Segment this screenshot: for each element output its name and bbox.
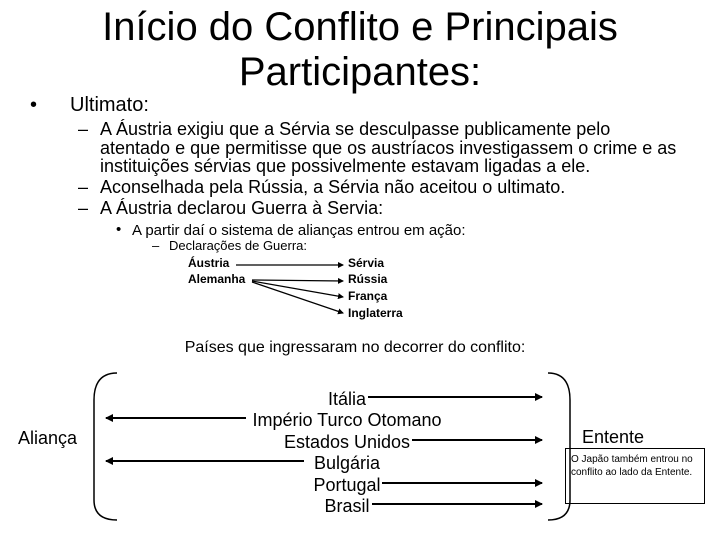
- bullet-ultimato: Ultimato:: [70, 94, 149, 116]
- decl-left-austria: Áustria: [188, 256, 230, 270]
- bullet-dot-2: •: [116, 221, 122, 238]
- country-italy: Itália: [327, 389, 367, 409]
- dash-1: –: [78, 119, 89, 139]
- country-brazil: Brasil: [324, 496, 370, 516]
- dash-4: –: [152, 238, 160, 253]
- arrow-germany-england: [252, 282, 343, 313]
- sub-item-3: A Áustria declarou Guerra à Servia:: [100, 198, 384, 218]
- sub-item-1-line3: instituições sérvias que possivelmente estavam ligadas a ele.: [100, 156, 591, 176]
- country-ottoman: Império Turco Otomano: [252, 410, 442, 430]
- sub-item-2: Aconselhada pela Rússia, a Sérvia não aceitou o ultimato.: [100, 177, 566, 197]
- country-usa: Estados Unidos: [283, 432, 411, 452]
- dash-2: –: [78, 177, 89, 197]
- decl-right-russia: Rússia: [348, 272, 388, 286]
- left-bracket: [94, 373, 117, 520]
- country-portugal: Portugal: [313, 475, 381, 495]
- bullet-dot: •: [30, 94, 38, 116]
- decl-left-germany: Alemanha: [188, 272, 246, 286]
- country-bulgaria: Bulgária: [313, 453, 381, 473]
- sub-item-1-line2: atentado e que permitisse que os austríacos investigassem o crime e as: [100, 138, 677, 158]
- sub-item-alliances: A partir daí o sistema de alianças entrou em ação:: [132, 222, 466, 239]
- decl-right-england: Inglaterra: [348, 306, 403, 320]
- dash-3: –: [78, 198, 89, 218]
- entente-label: Entente: [582, 427, 645, 447]
- arrow-germany-russia: [252, 280, 343, 281]
- section-heading-countries: Países que ingressaram no decorrer do conflito:: [184, 339, 526, 356]
- arrow-germany-france: [252, 281, 343, 297]
- page-title-line2: Participantes:: [238, 50, 482, 94]
- declaration-arrows: [236, 265, 343, 313]
- sub-item-1-line1: A Áustria exigiu que a Sérvia se desculpasse publicamente pelo: [100, 119, 611, 139]
- note-japan: O Japão também entrou no conflito ao lado da Entente.: [565, 448, 705, 504]
- decl-right-serbia: Sérvia: [348, 256, 385, 270]
- right-bracket: [548, 373, 570, 520]
- page-title-line1: Início do Conflito e Principais: [102, 5, 618, 49]
- alliance-label: Aliança: [18, 428, 78, 448]
- decl-right-france: França: [348, 289, 388, 303]
- sub-item-declarations: Declarações de Guerra:: [169, 238, 308, 253]
